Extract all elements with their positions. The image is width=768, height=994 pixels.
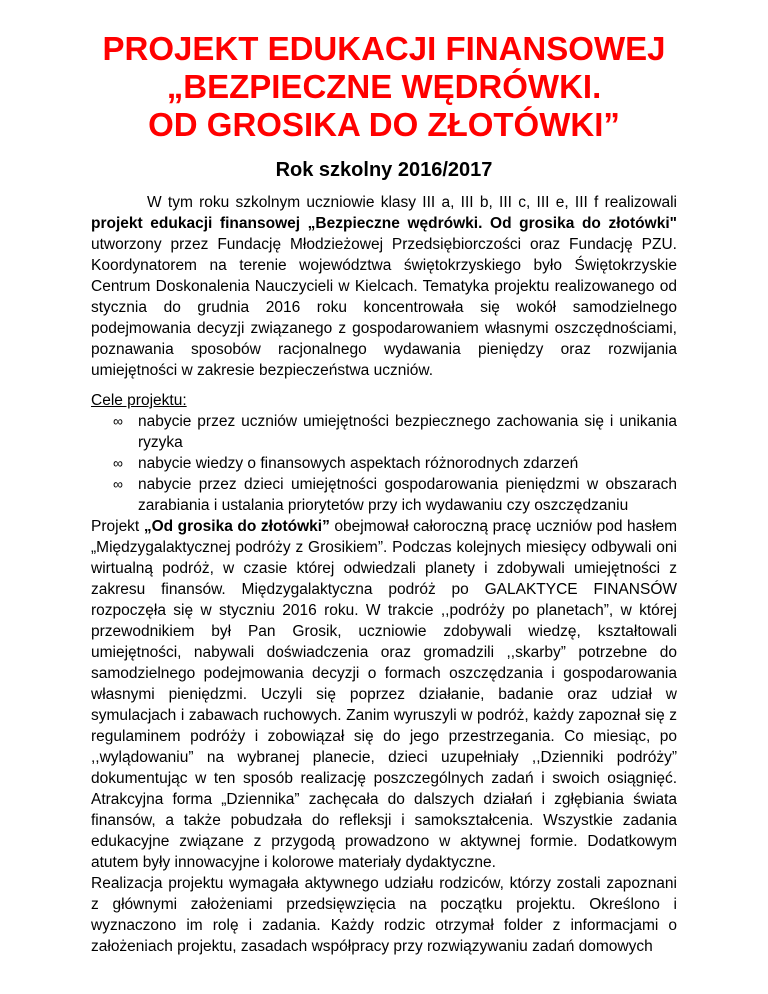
intro-text-end: utworzony przez Fundację Młodzieżowej Przedsiębiorczości oraz Fundację PZU. Koordynatorem na terenie województwa świętokrzyskiego było Świętokrzyskie Centrum Doskonalenia Nauczycieli w Kielcach. Tematyka projektu realizowanego od stycznia do grudnia 2016 roku koncentrowała się wokół samodzielnego podejmowania decyzji związanego z gospodarowaniem własnymi oszczędnościami, poznawania sposobów racjonalnego wydawania pieniędzy oraz rozwijania umiejętności w zakresie bezpieczeństwa uczniów. xyxy=(91,236,677,379)
infinity-bullet-icon: ∞ xyxy=(113,476,123,492)
title-line-1: PROJEKT EDUKACJI FINANSOWEJ xyxy=(102,30,666,67)
infinity-bullet-icon: ∞ xyxy=(113,413,123,429)
main-paragraph xyxy=(91,516,677,873)
document-title xyxy=(0,30,768,144)
main-project-name: „Od grosika do złotówki” xyxy=(143,518,330,535)
goal-item xyxy=(91,411,677,453)
goal-text: nabycie przez dzieci umiejętności gospodarowania pieniędzmi w obszarach zarabiania i ustalania priorytetów przy ich wydawaniu czy oszczędzaniu xyxy=(138,476,677,514)
intro-text-start: W tym roku szkolnym uczniowie klasy III a, III b, III c, III e, III f realizowali xyxy=(147,194,677,211)
goal-text: nabycie przez uczniów umiejętności bezpiecznego zachowania się i unikania ryzyka xyxy=(138,413,677,451)
intro-paragraph xyxy=(91,192,677,381)
goals-list xyxy=(91,411,677,516)
infinity-bullet-icon: ∞ xyxy=(113,455,123,471)
intro-section xyxy=(91,192,677,381)
school-year-heading: Rok szkolny 2016/2017 xyxy=(275,159,493,181)
title-line-3: OD GROSIKA DO ZŁOTÓWKI” xyxy=(148,106,620,143)
goal-text: nabycie wiedzy o finansowych aspektach różnorodnych zdarzeń xyxy=(138,455,579,472)
main-text-start: Projekt xyxy=(91,518,144,535)
goals-section xyxy=(91,390,677,516)
goals-label: Cele projektu: xyxy=(91,392,187,409)
main-text-end: obejmował całoroczną pracę uczniów pod hasłem „Międzygalaktycznej podróży z Grosikiem”. Podczas kolejnych miesięcy odbywali oni wirtualną podróż, w czasie której odwiedzali planety i zdobywali umiejętności z zakresu finansów. Międzygalaktyczna podróż po GALAKTYCE FINANSÓW rozpoczęła się w styczniu 2016 roku. W trakcie ,,podróży po planetach”, w której przewodnikiem był Pan Grosik, uczniowie zdobywali wiedzę, kształtowali umiejętności, nabywali doświadczenia oraz gromadzili ,,skarby” potrzebne do samodzielnego podejmowania decyzji o formach oszczędzania i gospodarowania własnymi pieniędzmi. Uczyli się poprzez działanie, badanie oraz udział w symulacjach i zabawach ruchowych. Zanim wyruszyli w podróż, każdy zapoznał się z regulaminem podróży i zobowiązał się do jego przestrzegania. Co miesiąc, po ,,wylądowaniu” na wybranej planecie, dzieci uzupełniały ,,Dzienniki podróży” dokumentując w ten sposób realizację poszczególnych zadań i swoich osiągnięć. Atrakcyjna forma „Dziennika” zachęcała do dalszych działań i zgłębiania świata finansów, a także pobudzała do refleksji i samokształcenia. Wszystkie zadania edukacyjne związane z przygodą prowadzono w aktywnej formie. Dodatkowym atutem były innowacyjne i kolorowe materiały dydaktyczne. xyxy=(91,518,677,871)
parents-paragraph: Realizacja projektu wymagała aktywnego udziału rodziców, którzy zostali zapoznani z głównymi założeniami przedsięwzięcia na początku projektu. Określono i wyznaczono im rolę i zadania. Każdy rodzic otrzymał folder z informacjami o założeniach projektu, zasadach współpracy przy rozwiązywaniu zadań domowych xyxy=(91,875,677,955)
main-section xyxy=(91,516,677,957)
title-line-2: „BEZPIECZNE WĘDRÓWKI. xyxy=(166,68,602,105)
goal-item xyxy=(91,474,677,516)
goal-item xyxy=(91,453,677,474)
intro-project-name: projekt edukacji finansowej „Bezpieczne wędrówki. Od grosika do złotówki" xyxy=(91,215,677,232)
